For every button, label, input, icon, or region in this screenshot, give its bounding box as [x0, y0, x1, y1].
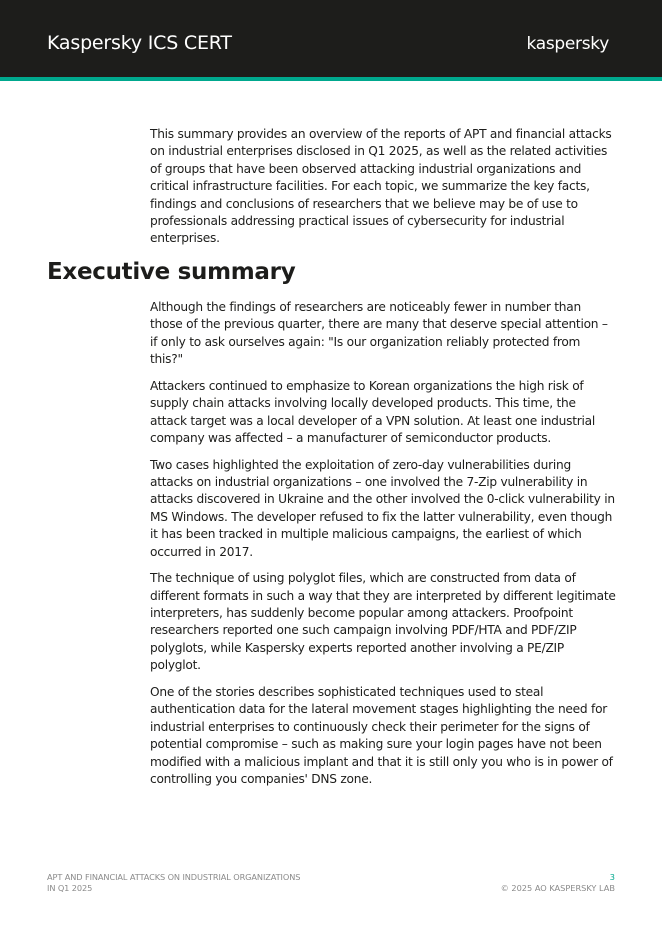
copyright: © 2025 AO KASPERSKY LAB	[500, 883, 615, 893]
kaspersky-logo: kaspersky	[526, 34, 609, 54]
summary-paragraph: The technique of using polyglot files, which are constructed from data of different formats in such a way that they are interpreted by different legitimate interpreters, has suddenly become popular among attackers. Proofpoint researchers reported one such campaign involving PDF/HTA and PDF/ZIP polyglots, while Kaspersky experts reported another involving a PE/ZIP polyglot.	[150, 571, 616, 673]
header-accent-line	[0, 77, 662, 81]
summary-paragraph: Two cases highlighted the exploitation of zero-day vulnerabilities during attacks on industrial organizations – one involved the 7-Zip vulnerability in attacks discovered in Ukraine and the other involved the 0-click vulnerability in MS Windows. The developer refused to fix the latter vulnerability, even though it has been tracked in multiple malicious campaigns, the earliest of which occurred in 2017.	[150, 457, 615, 559]
summary-paragraph: Although the findings of researchers are noticeably fewer in number than those of the previous quarter, there are many that deserve special attention – if only to ask ourselves again: "Is our organization reliably protected from this?"	[150, 300, 608, 367]
section-heading: Executive summary	[47, 259, 296, 285]
executive-summary-body	[150, 299, 616, 798]
summary-paragraph: Attackers continued to emphasize to Korean organizations the high risk of supply chain attacks involving locally developed products. This time, the attack target was a local developer of a VPN solution. At least one industrial company was affected – a manufacturer of semiconductor products.	[150, 378, 596, 446]
page-number: 3	[609, 872, 615, 882]
intro-paragraph: This summary provides an overview of the reports of APT and financial attacks on industrial enterprises disclosed in Q1 2025, as well as the related activities of groups that have been observed attacking industrial organizations and critical infrastructure facilities. For each topic, we summarize the key facts, findings and conclusions of researchers that we believe may be of use to professionals addressing practical issues of cybersecurity for industrial enterprises.	[150, 127, 612, 246]
footer-title-line: APT AND FINANCIAL ATTACKS ON INDUSTRIAL ORGANIZATIONS	[47, 872, 301, 882]
page-header	[0, 0, 662, 77]
footer-title-line: IN Q1 2025	[47, 883, 93, 893]
summary-paragraph: One of the stories describes sophisticated techniques used to steal authentication data for the lateral movement stages highlighting the need for industrial enterprises to continuously check their perimeter for the signs of potential compromise – such as making sure your login pages have not been modified with a malicious implant and that it is still only you who is in power of controlling you companies' DNS zone.	[150, 684, 613, 786]
header-title: Kaspersky ICS CERT	[47, 32, 232, 54]
footer-right	[501, 872, 615, 894]
footer-document-title	[47, 872, 347, 894]
